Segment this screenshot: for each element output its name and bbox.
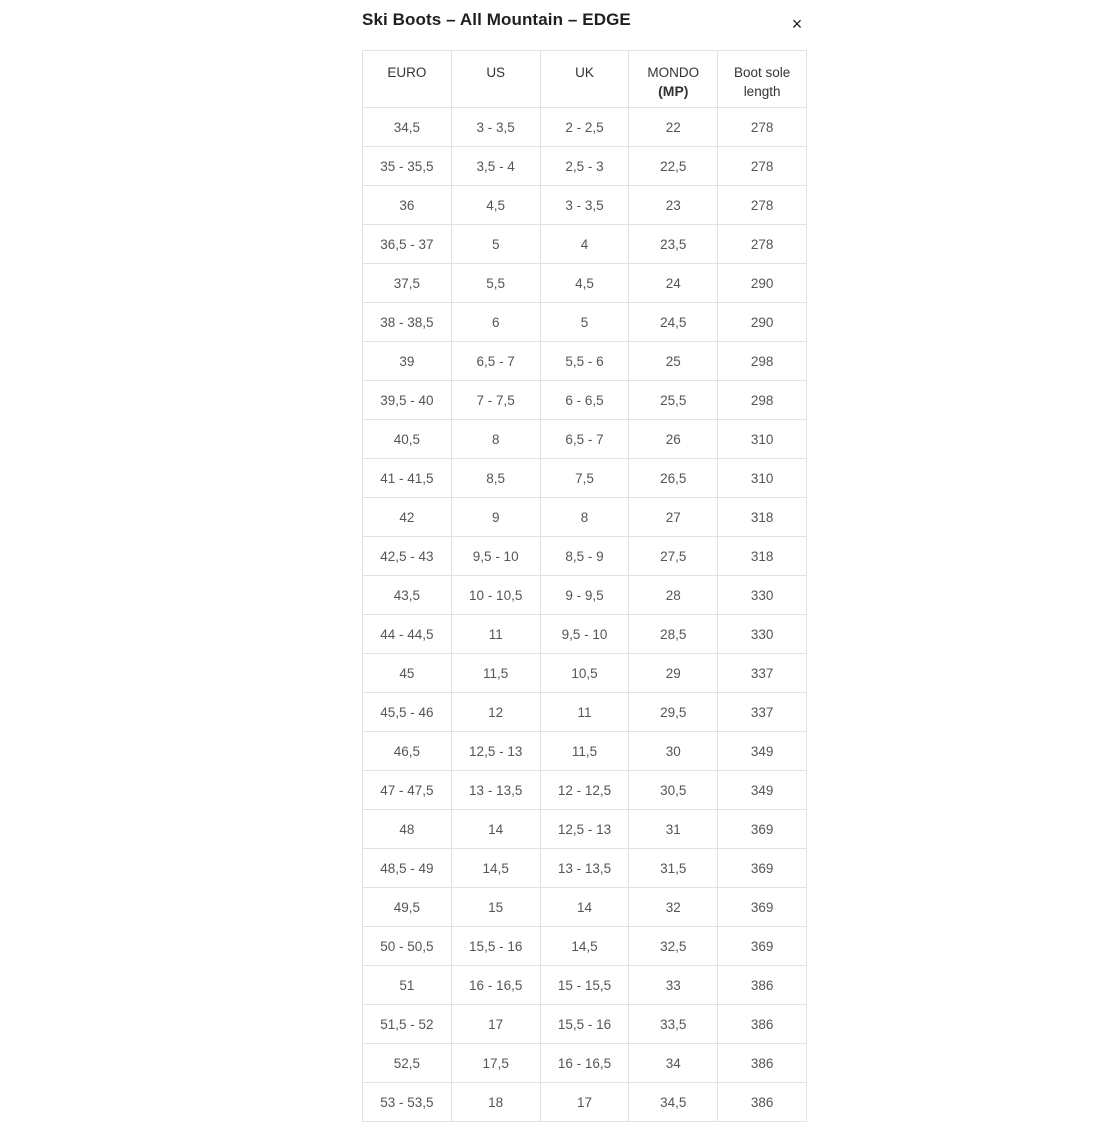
table-row bbox=[363, 186, 807, 225]
cell-euro: 48 bbox=[363, 810, 452, 849]
cell-us: 17 bbox=[451, 1005, 540, 1044]
table-row bbox=[363, 966, 807, 1005]
table-row bbox=[363, 420, 807, 459]
cell-us: 9 bbox=[451, 498, 540, 537]
cell-us: 4,5 bbox=[451, 186, 540, 225]
cell-us: 17,5 bbox=[451, 1044, 540, 1083]
cell-us: 6 bbox=[451, 303, 540, 342]
cell-uk: 6 - 6,5 bbox=[540, 381, 629, 420]
cell-mondo: 26 bbox=[629, 420, 718, 459]
cell-uk: 5 bbox=[540, 303, 629, 342]
cell-boot-sole-length: 298 bbox=[718, 381, 807, 420]
cell-us: 11 bbox=[451, 615, 540, 654]
cell-uk: 14,5 bbox=[540, 927, 629, 966]
column-header-unit: (MP) bbox=[658, 83, 689, 99]
cell-euro: 38 - 38,5 bbox=[363, 303, 452, 342]
size-chart-table bbox=[362, 50, 807, 1122]
cell-us: 5,5 bbox=[451, 264, 540, 303]
cell-mondo: 29,5 bbox=[629, 693, 718, 732]
cell-uk: 2,5 - 3 bbox=[540, 147, 629, 186]
cell-uk: 3 - 3,5 bbox=[540, 186, 629, 225]
cell-euro: 51 bbox=[363, 966, 452, 1005]
cell-uk: 8,5 - 9 bbox=[540, 537, 629, 576]
cell-us: 12,5 - 13 bbox=[451, 732, 540, 771]
cell-mondo: 25 bbox=[629, 342, 718, 381]
table-row bbox=[363, 576, 807, 615]
cell-euro: 41 - 41,5 bbox=[363, 459, 452, 498]
table-row bbox=[363, 108, 807, 147]
cell-euro: 42,5 - 43 bbox=[363, 537, 452, 576]
table-row bbox=[363, 771, 807, 810]
cell-boot-sole-length: 310 bbox=[718, 420, 807, 459]
cell-us: 15 bbox=[451, 888, 540, 927]
cell-uk: 16 - 16,5 bbox=[540, 1044, 629, 1083]
cell-us: 15,5 - 16 bbox=[451, 927, 540, 966]
table-row bbox=[363, 654, 807, 693]
cell-mondo: 25,5 bbox=[629, 381, 718, 420]
cell-euro: 45 bbox=[363, 654, 452, 693]
cell-euro: 39 bbox=[363, 342, 452, 381]
table-row bbox=[363, 381, 807, 420]
column-header-label: Boot sole length bbox=[733, 65, 791, 99]
cell-mondo: 23 bbox=[629, 186, 718, 225]
close-icon[interactable]: × bbox=[791, 14, 803, 34]
cell-mondo: 29 bbox=[629, 654, 718, 693]
table-row bbox=[363, 147, 807, 186]
column-header-uk bbox=[540, 51, 629, 108]
cell-uk: 15,5 - 16 bbox=[540, 1005, 629, 1044]
cell-boot-sole-length: 349 bbox=[718, 732, 807, 771]
cell-us: 14,5 bbox=[451, 849, 540, 888]
cell-us: 6,5 - 7 bbox=[451, 342, 540, 381]
cell-euro: 52,5 bbox=[363, 1044, 452, 1083]
cell-us: 18 bbox=[451, 1083, 540, 1122]
cell-us: 8,5 bbox=[451, 459, 540, 498]
cell-uk: 4 bbox=[540, 225, 629, 264]
cell-mondo: 34 bbox=[629, 1044, 718, 1083]
cell-boot-sole-length: 278 bbox=[718, 225, 807, 264]
cell-boot-sole-length: 330 bbox=[718, 615, 807, 654]
cell-euro: 48,5 - 49 bbox=[363, 849, 452, 888]
table-row bbox=[363, 849, 807, 888]
table-row bbox=[363, 303, 807, 342]
cell-uk: 12,5 - 13 bbox=[540, 810, 629, 849]
cell-us: 14 bbox=[451, 810, 540, 849]
cell-uk: 8 bbox=[540, 498, 629, 537]
table-row bbox=[363, 810, 807, 849]
cell-uk: 11,5 bbox=[540, 732, 629, 771]
cell-mondo: 27 bbox=[629, 498, 718, 537]
cell-mondo: 26,5 bbox=[629, 459, 718, 498]
cell-mondo: 22,5 bbox=[629, 147, 718, 186]
cell-boot-sole-length: 337 bbox=[718, 693, 807, 732]
cell-mondo: 33,5 bbox=[629, 1005, 718, 1044]
cell-us: 11,5 bbox=[451, 654, 540, 693]
cell-euro: 43,5 bbox=[363, 576, 452, 615]
cell-us: 16 - 16,5 bbox=[451, 966, 540, 1005]
cell-mondo: 22 bbox=[629, 108, 718, 147]
cell-mondo: 32,5 bbox=[629, 927, 718, 966]
table-row bbox=[363, 1083, 807, 1122]
cell-euro: 47 - 47,5 bbox=[363, 771, 452, 810]
cell-mondo: 24 bbox=[629, 264, 718, 303]
cell-mondo: 28 bbox=[629, 576, 718, 615]
cell-uk: 11 bbox=[540, 693, 629, 732]
table-row bbox=[363, 927, 807, 966]
cell-uk: 2 - 2,5 bbox=[540, 108, 629, 147]
table-row bbox=[363, 537, 807, 576]
column-header-label: UK bbox=[575, 65, 594, 80]
table-row bbox=[363, 1044, 807, 1083]
cell-uk: 4,5 bbox=[540, 264, 629, 303]
table-row bbox=[363, 693, 807, 732]
cell-boot-sole-length: 386 bbox=[718, 1083, 807, 1122]
cell-us: 5 bbox=[451, 225, 540, 264]
table-row bbox=[363, 888, 807, 927]
cell-uk: 9,5 - 10 bbox=[540, 615, 629, 654]
cell-us: 8 bbox=[451, 420, 540, 459]
cell-boot-sole-length: 278 bbox=[718, 147, 807, 186]
cell-uk: 17 bbox=[540, 1083, 629, 1122]
cell-euro: 36 bbox=[363, 186, 452, 225]
cell-boot-sole-length: 386 bbox=[718, 966, 807, 1005]
cell-euro: 35 - 35,5 bbox=[363, 147, 452, 186]
cell-euro: 34,5 bbox=[363, 108, 452, 147]
column-header-mondo bbox=[629, 51, 718, 108]
cell-euro: 44 - 44,5 bbox=[363, 615, 452, 654]
cell-mondo: 23,5 bbox=[629, 225, 718, 264]
table-row bbox=[363, 615, 807, 654]
cell-euro: 46,5 bbox=[363, 732, 452, 771]
cell-mondo: 34,5 bbox=[629, 1083, 718, 1122]
cell-mondo: 32 bbox=[629, 888, 718, 927]
cell-boot-sole-length: 278 bbox=[718, 108, 807, 147]
cell-uk: 6,5 - 7 bbox=[540, 420, 629, 459]
table-row bbox=[363, 264, 807, 303]
modal-title: Ski Boots – All Mountain – EDGE bbox=[362, 10, 631, 29]
cell-uk: 9 - 9,5 bbox=[540, 576, 629, 615]
cell-mondo: 24,5 bbox=[629, 303, 718, 342]
cell-euro: 42 bbox=[363, 498, 452, 537]
table-row bbox=[363, 459, 807, 498]
cell-boot-sole-length: 290 bbox=[718, 303, 807, 342]
cell-euro: 51,5 - 52 bbox=[363, 1005, 452, 1044]
cell-mondo: 30,5 bbox=[629, 771, 718, 810]
cell-mondo: 27,5 bbox=[629, 537, 718, 576]
cell-us: 3 - 3,5 bbox=[451, 108, 540, 147]
cell-euro: 36,5 - 37 bbox=[363, 225, 452, 264]
table-row bbox=[363, 342, 807, 381]
cell-us: 13 - 13,5 bbox=[451, 771, 540, 810]
cell-us: 12 bbox=[451, 693, 540, 732]
table-row bbox=[363, 225, 807, 264]
cell-us: 10 - 10,5 bbox=[451, 576, 540, 615]
cell-boot-sole-length: 318 bbox=[718, 537, 807, 576]
table-header-row bbox=[363, 51, 807, 108]
cell-mondo: 28,5 bbox=[629, 615, 718, 654]
cell-mondo: 30 bbox=[629, 732, 718, 771]
cell-us: 9,5 - 10 bbox=[451, 537, 540, 576]
cell-boot-sole-length: 337 bbox=[718, 654, 807, 693]
cell-boot-sole-length: 369 bbox=[718, 888, 807, 927]
cell-euro: 50 - 50,5 bbox=[363, 927, 452, 966]
table-row bbox=[363, 498, 807, 537]
cell-uk: 5,5 - 6 bbox=[540, 342, 629, 381]
cell-boot-sole-length: 386 bbox=[718, 1005, 807, 1044]
cell-uk: 14 bbox=[540, 888, 629, 927]
cell-euro: 45,5 - 46 bbox=[363, 693, 452, 732]
cell-us: 7 - 7,5 bbox=[451, 381, 540, 420]
cell-uk: 10,5 bbox=[540, 654, 629, 693]
cell-uk: 12 - 12,5 bbox=[540, 771, 629, 810]
cell-boot-sole-length: 386 bbox=[718, 1044, 807, 1083]
cell-boot-sole-length: 298 bbox=[718, 342, 807, 381]
column-header-boot-sole-length bbox=[718, 51, 807, 108]
cell-uk: 15 - 15,5 bbox=[540, 966, 629, 1005]
table-row bbox=[363, 732, 807, 771]
cell-boot-sole-length: 349 bbox=[718, 771, 807, 810]
cell-mondo: 31,5 bbox=[629, 849, 718, 888]
cell-boot-sole-length: 278 bbox=[718, 186, 807, 225]
cell-euro: 39,5 - 40 bbox=[363, 381, 452, 420]
column-header-label: MONDO bbox=[647, 65, 700, 80]
cell-boot-sole-length: 290 bbox=[718, 264, 807, 303]
cell-boot-sole-length: 318 bbox=[718, 498, 807, 537]
cell-euro: 37,5 bbox=[363, 264, 452, 303]
cell-boot-sole-length: 369 bbox=[718, 849, 807, 888]
cell-us: 3,5 - 4 bbox=[451, 147, 540, 186]
cell-boot-sole-length: 310 bbox=[718, 459, 807, 498]
cell-mondo: 33 bbox=[629, 966, 718, 1005]
column-header-euro bbox=[363, 51, 452, 108]
cell-boot-sole-length: 369 bbox=[718, 810, 807, 849]
cell-euro: 49,5 bbox=[363, 888, 452, 927]
cell-mondo: 31 bbox=[629, 810, 718, 849]
column-header-label: US bbox=[486, 65, 506, 80]
cell-uk: 13 - 13,5 bbox=[540, 849, 629, 888]
cell-euro: 40,5 bbox=[363, 420, 452, 459]
cell-uk: 7,5 bbox=[540, 459, 629, 498]
table-row bbox=[363, 1005, 807, 1044]
column-header-us bbox=[451, 51, 540, 108]
cell-boot-sole-length: 330 bbox=[718, 576, 807, 615]
column-header-label: EURO bbox=[387, 65, 427, 80]
cell-euro: 53 - 53,5 bbox=[363, 1083, 452, 1122]
cell-boot-sole-length: 369 bbox=[718, 927, 807, 966]
